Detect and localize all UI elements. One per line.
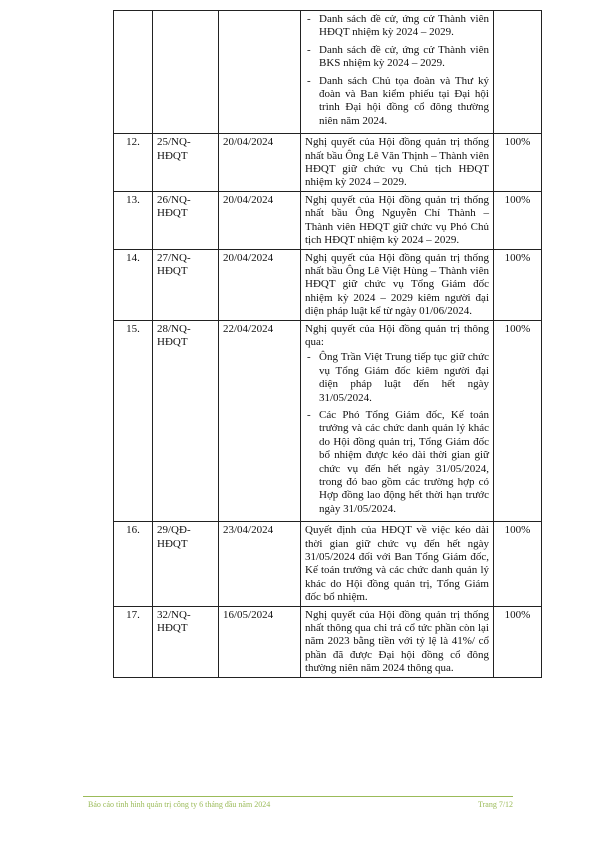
cell-date: 22/04/2024 — [219, 320, 301, 522]
cell-content: Nghị quyết của Hội đồng quản trị thống nhất thông qua chi trả cổ tức phần còn lại năm 2023 bằng tiền với tỷ lệ là 41%/ cổ phần đã được Đại hội đồng cổ đông thường niên năm 2024 thông qua. — [301, 606, 494, 677]
cell-rate: 100% — [494, 249, 542, 320]
cell-content — [301, 320, 494, 522]
cell-content: Nghị quyết của Hội đồng quản trị thống nhất bầu Ông Lê Việt Hùng – Thành viên HĐQT giữ chức vụ Tổng Giám đốc nhiệm kỳ 2024 – 2029 kiêm người đại diện pháp luật kể từ ngày 01/06/2024. — [301, 249, 494, 320]
cell-stt: 14. — [114, 249, 153, 320]
cell-number: 32/NQ-HĐQT — [153, 606, 219, 677]
table-row — [114, 606, 542, 677]
cell-number: 25/NQ-HĐQT — [153, 134, 219, 192]
resolution-list — [305, 351, 489, 516]
cell-number — [153, 11, 219, 134]
table-row — [114, 191, 542, 249]
cell-stt: 17. — [114, 606, 153, 677]
footer-divider — [83, 796, 513, 797]
cell-content: Quyết định của HĐQT về việc kéo dài thời gian giữ chức vụ đến hết ngày 31/05/2024 đối với Ban Tổng Giám đốc, Kế toán trưởng và các chức danh quản lý khác do Hội đồng quản trị, Tổng Giám đốc bổ nhiệm. — [301, 522, 494, 606]
cell-number: 28/NQ-HĐQT — [153, 320, 219, 522]
cell-date: 20/04/2024 — [219, 134, 301, 192]
resolution-intro: Nghị quyết của Hội đồng quản trị thông qua: — [305, 322, 489, 348]
cell-stt: 15. — [114, 320, 153, 522]
cell-rate: 100% — [494, 606, 542, 677]
cell-number: 26/NQ-HĐQT — [153, 191, 219, 249]
table-row — [114, 249, 542, 320]
cell-stt — [114, 11, 153, 134]
cell-rate — [494, 11, 542, 134]
list-item: - Danh sách Chủ tọa đoàn và Thư ký đoàn và Ban kiểm phiếu tại Đại hội trình Đại hội đồng cổ đông thường niên năm 2024. — [305, 75, 489, 129]
continuation-list — [305, 13, 489, 128]
resolutions-table — [113, 10, 542, 678]
cell-date — [219, 11, 301, 134]
cell-stt: 16. — [114, 522, 153, 606]
list-item: - Các Phó Tổng Giám đốc, Kế toán trưởng và các chức danh quản lý khác do Hội đồng quản trị, Tổng Giám đốc bổ nhiệm được kéo dài thời gian giữ chức vụ đến hết ngày 31/05/2024, trong đó bao gồm các trường hợp có Hợp đồng lao động hết thời hạn trước ngày 31/05/2024. — [305, 409, 489, 516]
cell-rate: 100% — [494, 320, 542, 522]
cell-date: 16/05/2024 — [219, 606, 301, 677]
cell-date: 20/04/2024 — [219, 191, 301, 249]
list-item: - Danh sách đề cử, ứng cử Thành viên HĐQT nhiệm kỳ 2024 – 2029. — [305, 13, 489, 40]
footer-title: Báo cáo tình hình quản trị công ty 6 tháng đầu năm 2024 — [88, 800, 271, 809]
cell-date: 23/04/2024 — [219, 522, 301, 606]
cell-rate: 100% — [494, 522, 542, 606]
resolutions-table-wrap — [113, 10, 541, 678]
page-number: Trang 7/12 — [478, 800, 514, 809]
list-item: - Danh sách đề cử, ứng cử Thành viên BKS nhiệm kỳ 2024 – 2029. — [305, 44, 489, 71]
cell-content: Nghị quyết của Hội đồng quản trị thống nhất bầu Ông Nguyễn Chí Thành – Thành viên HĐQT giữ chức vụ Phó Chủ tịch HĐQT nhiệm kỳ 2024 – 2029. — [301, 191, 494, 249]
list-item: - Ông Trần Việt Trung tiếp tục giữ chức vụ Tổng Giám đốc kiêm người đại diện pháp luật đến hết ngày 31/05/2024. — [305, 351, 489, 405]
cell-rate: 100% — [494, 191, 542, 249]
cell-content: Nghị quyết của Hội đồng quản trị thống nhất bầu Ông Lê Văn Thịnh – Thành viên HĐQT giữ chức vụ Chủ tịch HĐQT nhiệm kỳ 2024 – 2029. — [301, 134, 494, 192]
cell-rate: 100% — [494, 134, 542, 192]
table-row-continuation — [114, 11, 542, 134]
cell-content — [301, 11, 494, 134]
cell-date: 20/04/2024 — [219, 249, 301, 320]
table-row — [114, 320, 542, 522]
table-row — [114, 134, 542, 192]
cell-number: 29/QĐ-HĐQT — [153, 522, 219, 606]
cell-stt: 13. — [114, 191, 153, 249]
table-row — [114, 522, 542, 606]
cell-stt: 12. — [114, 134, 153, 192]
cell-number: 27/NQ-HĐQT — [153, 249, 219, 320]
